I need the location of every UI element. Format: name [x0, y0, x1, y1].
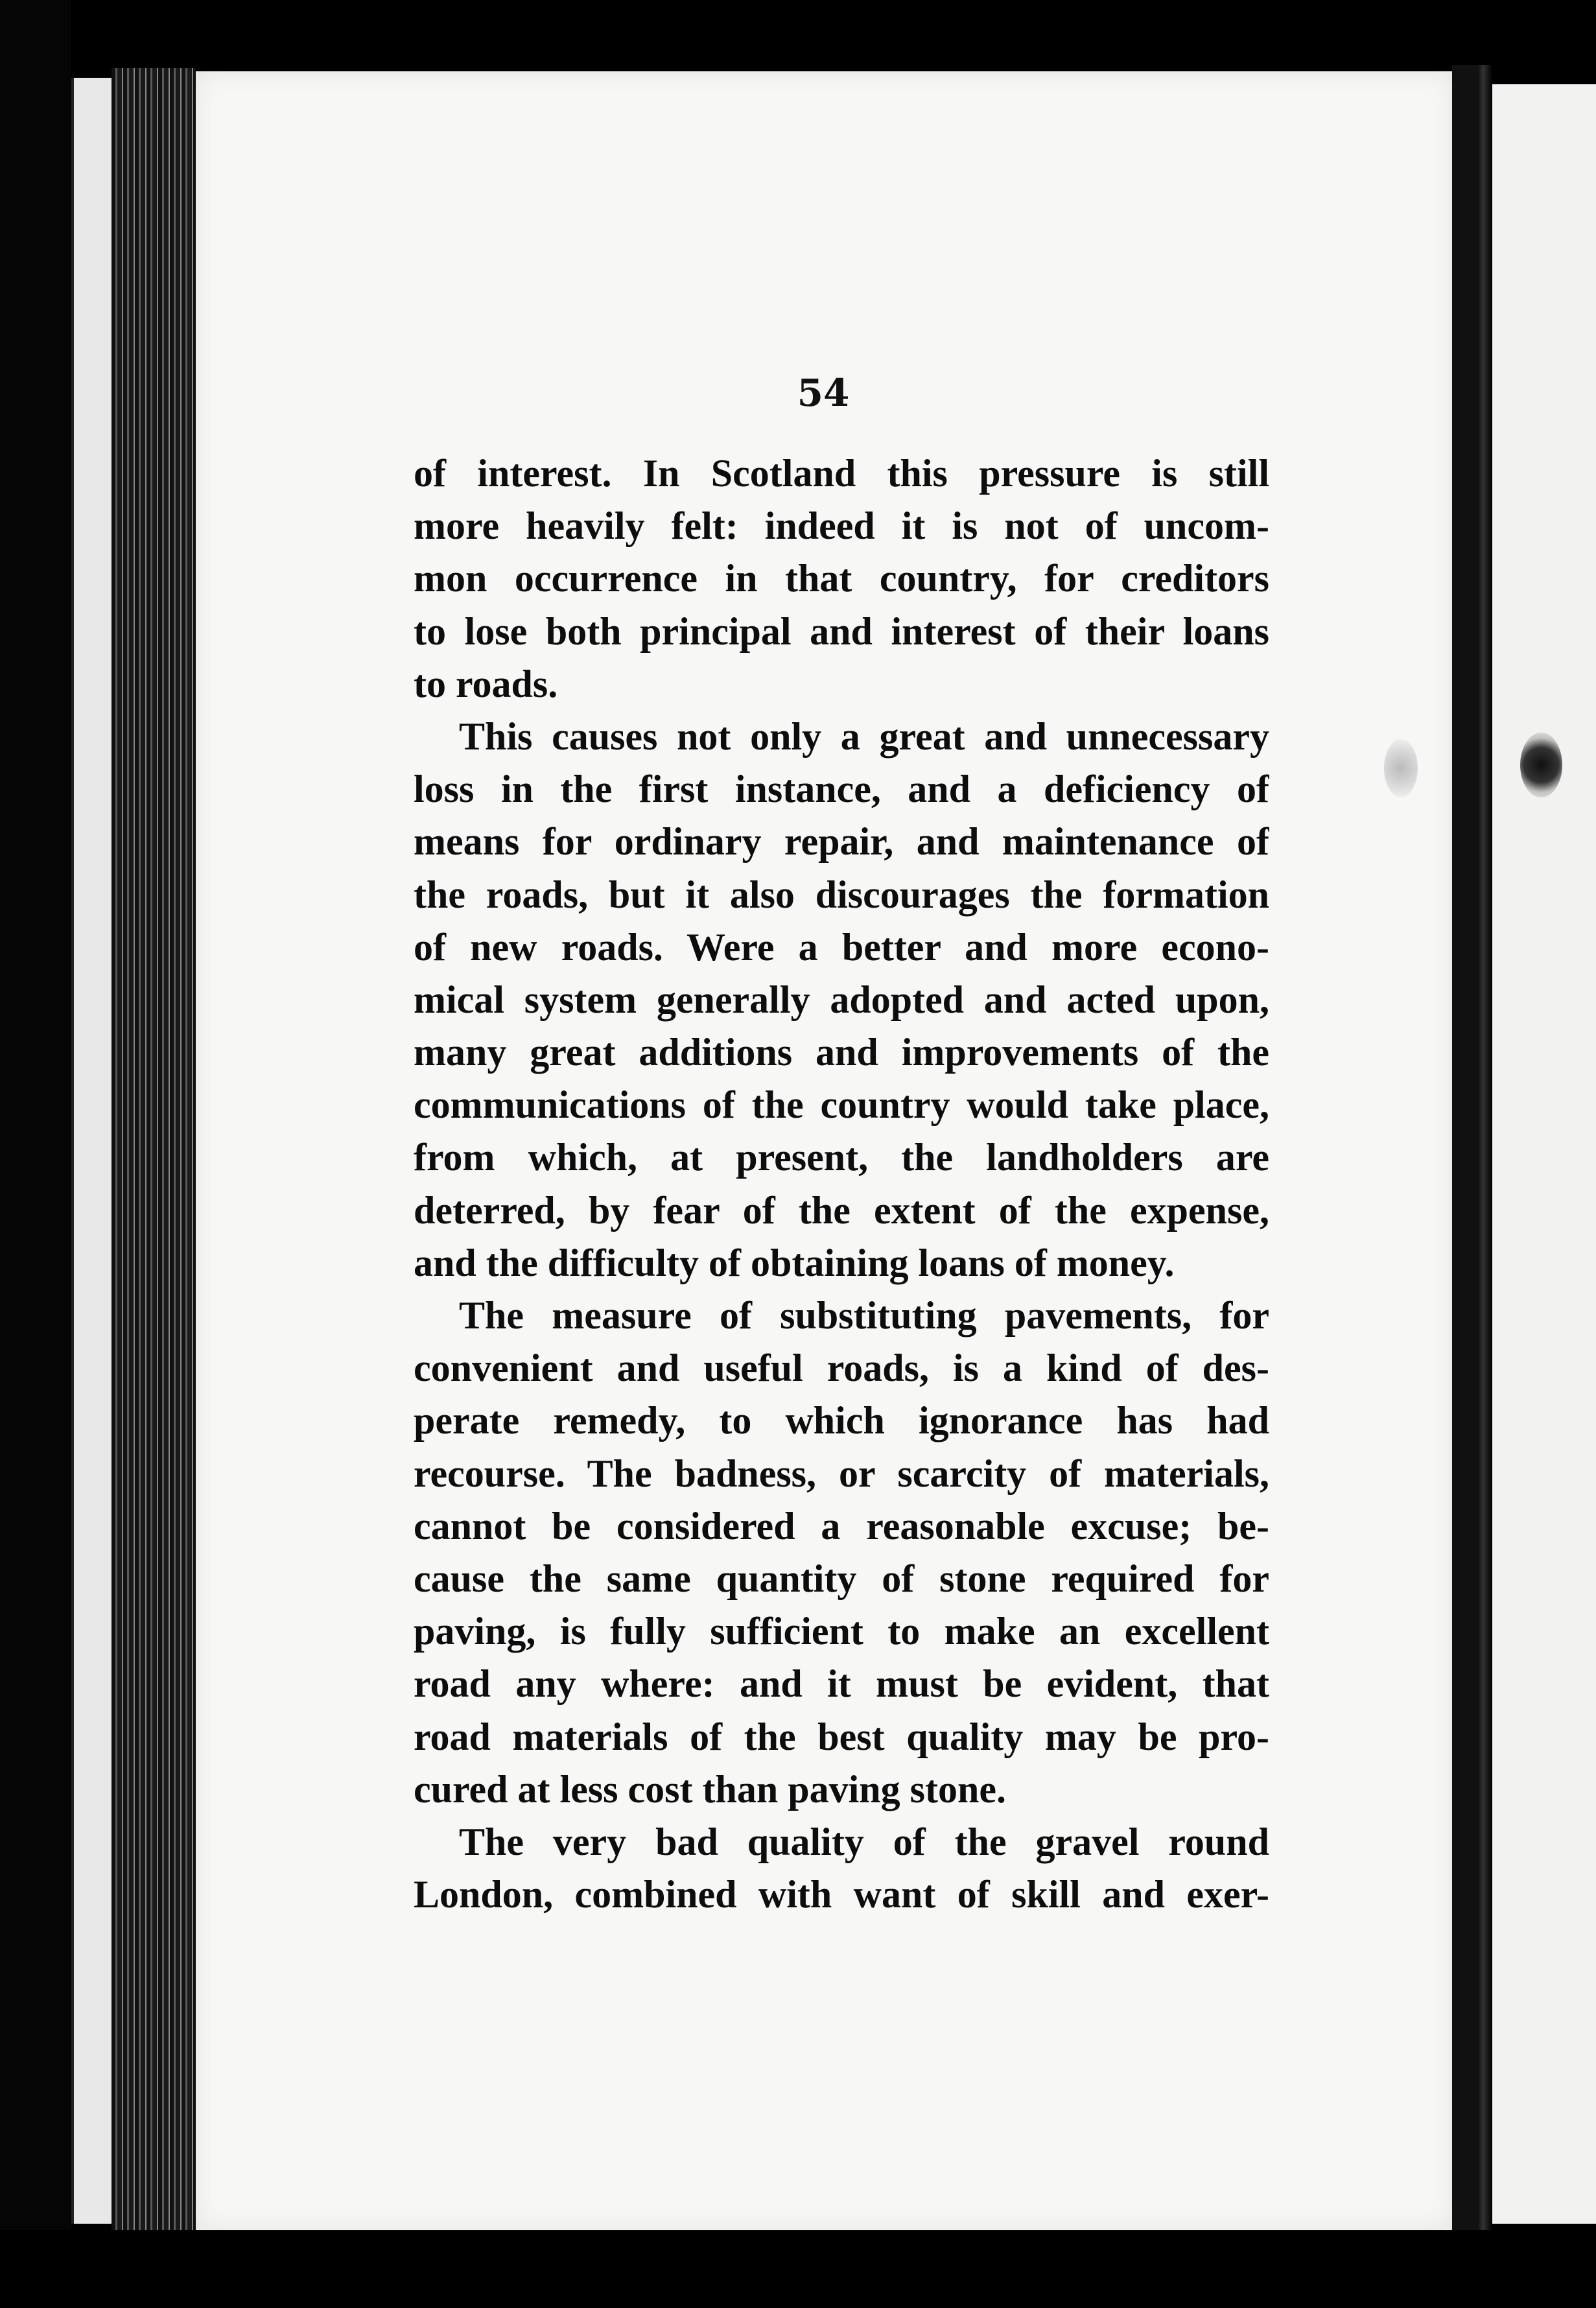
scan-left-border: [0, 0, 71, 2308]
text-line: many great additions and improvements of the: [414, 1031, 1269, 1074]
text-line: more heavily felt: indeed it is not of uncom-: [414, 504, 1269, 548]
scan-bottom-border: [0, 2230, 1596, 2308]
page-gutter: [1452, 65, 1492, 2230]
previous-page-edge: [71, 78, 113, 2224]
text-line: road any where: and it must be evident, that: [414, 1662, 1269, 1706]
text-line: from which, at present, the landholders are: [414, 1136, 1269, 1179]
next-page-edge: [1492, 84, 1596, 2224]
text-line: cured at less cost than paving stone.: [414, 1767, 1006, 1811]
text-line: of interest. In Scotland this pressure is still: [414, 452, 1269, 495]
text-line: cannot be considered a reasonable excuse; be-: [414, 1504, 1269, 1548]
text-line: The measure of substituting pavements, for: [459, 1294, 1269, 1337]
body-text: [414, 447, 1269, 1921]
text-line: mical system generally adopted and acted upon,: [414, 978, 1269, 1021]
text-line: The very bad quality of the gravel round: [459, 1820, 1269, 1863]
text-line: loss in the first instance, and a deficiency of: [414, 768, 1269, 811]
text-line: convenient and useful roads, is a kind of des-: [414, 1347, 1269, 1390]
text-line: This causes not only a great and unnecessary: [459, 714, 1269, 758]
text-line: London, combined with want of skill and exer-: [414, 1873, 1269, 1916]
page-number: 54: [797, 371, 850, 415]
text-line: paving, is fully sufficient to make an excellent: [414, 1610, 1269, 1653]
text-line: mon occurrence in that country, for creditors: [414, 557, 1269, 600]
text-line: the roads, but it also discourages the formation: [414, 873, 1269, 916]
text-line: cause the same quantity of stone required for: [414, 1557, 1269, 1600]
text-line: road materials of the best quality may be pro-: [414, 1715, 1269, 1758]
ink-smudge-dark: [1520, 733, 1562, 797]
text-line: means for ordinary repair, and maintenance of: [414, 820, 1269, 864]
ink-smudge-light: [1384, 739, 1418, 797]
text-line: communications of the country would take place,: [414, 1083, 1269, 1127]
scan-top-border: [0, 0, 1596, 65]
text-line: deterred, by fear of the extent of the expense,: [414, 1188, 1269, 1232]
book-spine: [111, 68, 196, 2233]
text-line: of new roads. Were a better and more econo-: [414, 925, 1269, 969]
text-line: and the difficulty of obtaining loans of money.: [414, 1241, 1175, 1284]
text-line: to lose both principal and interest of their loans: [414, 609, 1269, 653]
text-line: to roads.: [414, 662, 558, 705]
text-line: recourse. The badness, or scarcity of materials,: [414, 1452, 1269, 1495]
text-line: perate remedy, to which ignorance has had: [414, 1399, 1269, 1442]
